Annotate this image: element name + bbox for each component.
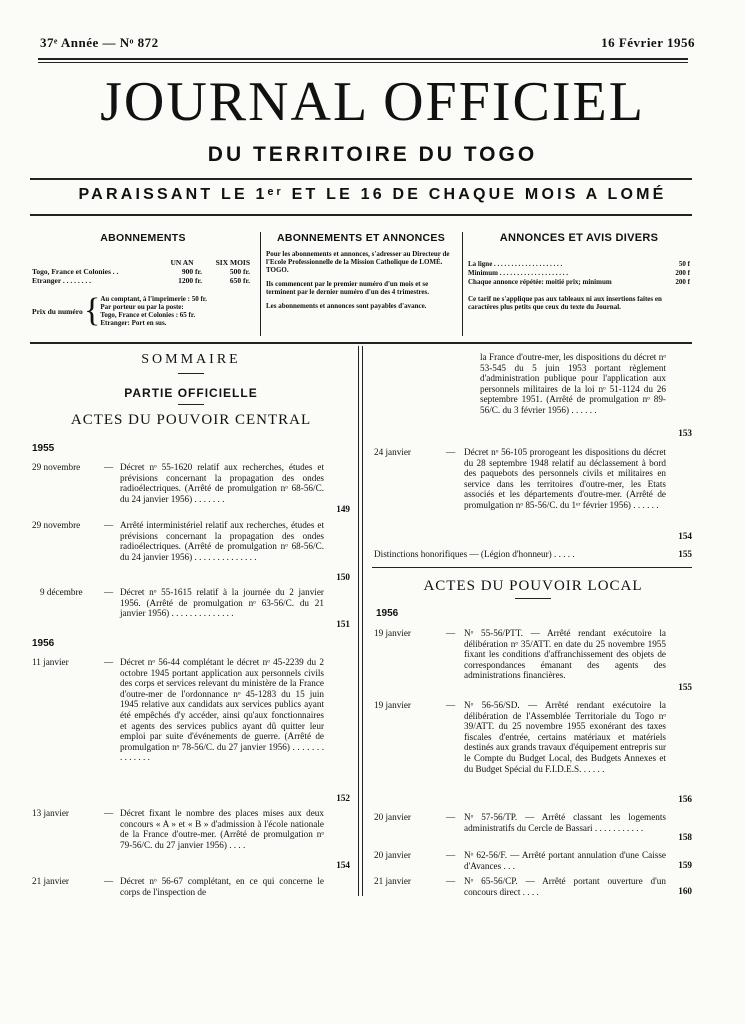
column-divider-right	[362, 346, 363, 896]
header-rule-bottom	[30, 214, 692, 216]
boxes-bottom-rule	[30, 342, 692, 344]
actes-pouvoir-local: ACTES DU POUVOIR LOCAL	[423, 578, 643, 594]
year-1956-local: 1956	[376, 608, 399, 619]
list-item: 19 janvier — Nᵒ 56-56/SD. — Arrêté rendant exécutoire la délibération de l'Assemblée Territoriale du Togo nᵒ 39/ATT. du 25 novembre 1955 exonérant des taxes fiscales d'entrée, certains matériaux et matériels destinés aux grands travaux d'équipement entrepris sur le Compte du Budget Local, des Budgets Annexes et du Budget Spécial du F.I.D.E.S. . . . . . 156	[374, 700, 692, 804]
annonces-avis-box: ANNONCES ET AVIS DIVERS La ligne . . . . . . . . . . . . . . . . . . . . 50 f Minimum . . . . . . . . . . . . . . . . . . . . 200 f Chaque annonce répétée: moitié prix; minimum 200 f Ce tarif ne s'applique pas aux tableaux ni aux insertions faites en caractères plus petits que ceux du texte du Journal.	[468, 232, 690, 311]
year-1956: 1956	[32, 638, 55, 649]
parution-line: PARAISSANT LE 1ᵉʳ ET LE 16 DE CHAQUE MOIS A LOMÉ	[78, 186, 667, 203]
list-item: 20 janvier — Nᵒ 57-56/TP. — Arrêté classant les logements administratifs du Cercle de Bassari . . . . . . . . . . . 158	[374, 812, 692, 842]
annonces-avis-heading: ANNONCES ET AVIS DIVERS	[499, 232, 659, 244]
section-rule	[372, 567, 692, 568]
abonnement-row: Togo, France et Colonies . . 900 fr. 500 fr.	[32, 267, 250, 276]
list-item: 21 janvier — Nᵒ 65-56/CP. — Arrêté portant ouverture d'un concours direct . . . . 160	[374, 876, 692, 897]
box-divider-2	[462, 232, 463, 336]
header-rule-top	[38, 58, 688, 60]
abonnements-box	[32, 232, 254, 327]
year-1955: 1955	[32, 443, 55, 454]
journal-subtitle: DU TERRITOIRE DU TOGO	[207, 143, 538, 166]
distinctions-honorifiques: Distinctions honorifiques — (Légion d'honneur) . . . . . 155	[374, 549, 692, 559]
local-underline	[515, 598, 551, 599]
list-item: 13 janvier — Décret fixant le nombre des places mises aux deux concours « A » et « B » d'admission à l'école nationale de la France d'outre-mer. (Arrêté de promulgation nᵒ 79-56/C. du 27 janvier 1956) . . . . 154	[32, 808, 350, 870]
list-item: 9 décembre — Décret nᵒ 55-1615 relatif à la journée du 2 janvier 1956. (Arrêté de promulgation nᵒ 63-56/C. du 21 janvier 1956) . . . . . . . . . . . . . . 151	[40, 587, 350, 629]
list-item: 20 janvier — Nᵒ 62-56/F. — Arrêté portant annulation d'une Caisse d'Avances . . . 159	[374, 850, 692, 871]
header-rule-top-2	[38, 62, 688, 63]
column-divider-left	[358, 346, 359, 896]
list-item: 29 novembre — Arrêté interministériel relatif aux recherches, études et prévisions concernant la propagation des ondes radioélectriques. (Arrêté de promulgation nᵒ 68-56/C. du 24 janvier 1956) . . . . . . . . . . . . . . 150	[32, 520, 350, 582]
sommaire-underline	[178, 373, 204, 374]
abonnements-annonces-heading: ABONNEMENTS ET ANNONCES	[276, 232, 446, 244]
box-divider-1	[260, 232, 261, 336]
list-item: 11 janvier — Décret nᵒ 56-44 complétant le décret nᵒ 45-2239 du 2 octobre 1945 portant application aux personnels civils des corps et services relevant du ministère de la France d'outre-mer de l'ordonnance nᵒ 45-1283 du 15 juin 1945 relative aux candidats aux services publics ayant été empêchés d'y accéder, ainsi qu'aux fonctionnaires et agents des services publics ayant dû quitter leur emploi par suite d'événements de guerre. (Arrêté de promulgation nᵒ 78-56/C. du 27 janvier 1956) . . . . . . . . . . . . . . 152	[32, 657, 350, 803]
abonnements-heading: ABONNEMENTS	[100, 232, 186, 244]
abonnements-annonces-box: ABONNEMENTS ET ANNONCES Pour les abonnements et annonces, s'adresser au Directeur de l'Ecole Professionnelle de la Mission Catholique de LOMÉ. TOGO. Ils commencent par le premier numéro d'un mois et se terminent par le dernier numéro d'un des 4 trimestres. Les abonnements et annonces sont payables d'avance.	[266, 232, 456, 310]
tarif-row: Minimum . . . . . . . . . . . . . . . . . . . . 200 f	[468, 269, 690, 277]
list-item: 19 janvier — Nᵒ 55-56/PTT. — Arrêté rendant exécutoire la délibération nᵒ 35/ATT. en date du 25 novembre 1955 fixant les conditions d'affranchissement des objets de correspondances émanant des agents des administrations financières. 155	[374, 628, 692, 692]
tarif-row: Chaque annonce répétée: moitié prix; minimum 200 f	[468, 278, 690, 286]
col-six-mois: SIX MOIS	[215, 258, 250, 267]
list-item-continued: la France d'outre-mer, les dispositions du décret nᵒ 53-545 du 5 juin 1953 portant règlement d'administration publique pour l'application aux personnels militaires de la loi nᵒ 51-1124 du 26 septembre 1951. (Arrêté de promulgation nᵒ 89-56/C. du 3 février 1956) . . . . . . 153	[480, 352, 692, 438]
partie-underline	[178, 404, 204, 405]
actes-pouvoir-central: ACTES DU POUVOIR CENTRAL	[70, 412, 312, 428]
brace-icon: {	[84, 292, 101, 329]
prix-label: Prix du numéro	[32, 306, 83, 316]
issue-date: 16 Février 1956	[601, 35, 695, 50]
abonnement-row: Etranger . . . . . . . . 1200 fr. 650 fr.	[32, 276, 250, 285]
header-rule-mid	[30, 178, 692, 180]
tarif-row: La ligne . . . . . . . . . . . . . . . . . . . . 50 f	[468, 260, 690, 268]
col-un-an: UN AN	[170, 258, 194, 267]
list-item: 29 novembre — Décret nᵒ 55-1620 relatif aux recherches, études et prévisions concernant la propagation des ondes radioélectriques. (Arrêté de promulgation nᵒ 68-56/C. du 24 janvier 1956) . . . . . . . 149	[32, 462, 350, 514]
prix-numero: Prix du numéro { Au comptant, à l'imprimerie : 50 fr. Par porteur ou par la poste: Togo, France et Colonies : 65 fr. Etranger: Port en sus.	[32, 292, 207, 329]
list-item: 21 janvier — Décret nᵒ 56-67 complétant, en ce qui concerne le corps de l'inspection de	[32, 876, 324, 897]
journal-title: JOURNAL OFFICIEL	[100, 71, 645, 133]
sommaire-title: SOMMAIRE	[141, 352, 241, 367]
partie-officielle: PARTIE OFFICIELLE	[124, 386, 258, 400]
list-item: 24 janvier — Décret nᵒ 56-105 prorogeant les dispositions du décret du 28 septembre 1948 relatif au déclassement à bord des paquebots des personnels civils et militaires en service dans les territoires d'outre-mer, les Etats associés et les départements d'outre-mer. (Arrêté de promulgation nᵒ 85-56/C. du 1ᵉʳ février 1956) . . . . . . 154	[374, 447, 692, 541]
issue-number: 37ᵉ Année — Nᵒ 872	[40, 35, 159, 50]
